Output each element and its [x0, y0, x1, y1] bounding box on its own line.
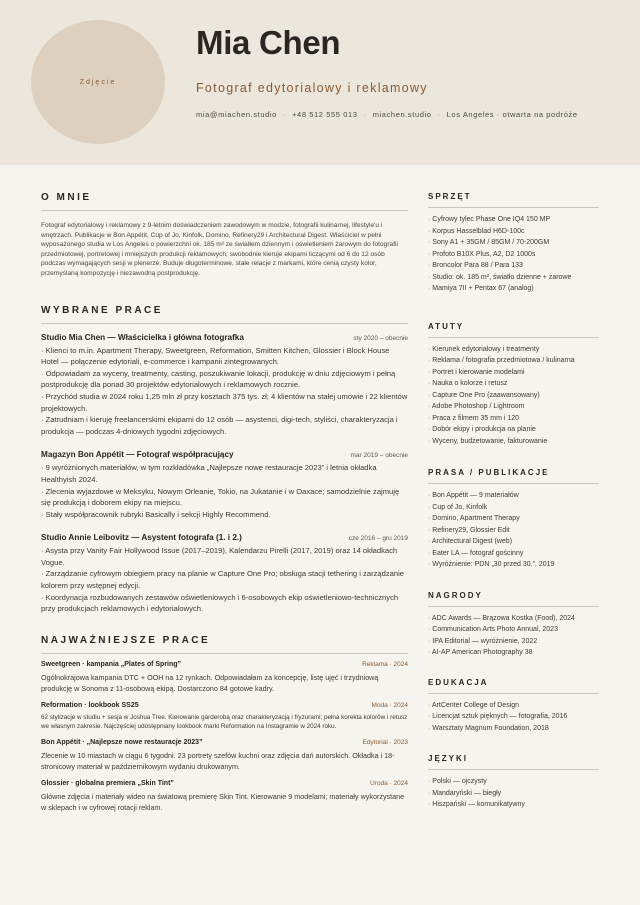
project-description: Ogólnokrajowa kampania DTC + OOH na 12 rynkach. Odpowiadałam za koncepcję, listę ujęć i trzydniową produkcję w Sonoma z 11-osobową ekipą. Dostarczono 84 gotowe kadry. — [41, 672, 379, 693]
list-item: · Hiszpański — komunikatywny — [428, 799, 599, 811]
list-item: · Warsztaty Magnum Foundation, 2018 — [428, 723, 599, 735]
list-item: · ADC Awards — Brązowa Kostka (Food), 2024 — [428, 613, 599, 625]
awards-section — [428, 591, 599, 659]
project-title: Bon Appétit · „Najlepsze nowe restauracje 2023” — [41, 739, 203, 747]
assets-section — [428, 322, 599, 448]
project-description: Główne zdjęcia i materiały wideo na światową premierę Skin Tint. Kierowanie 9 modelami; materiały wykorzystane w sklepach i w cyfrowej rotacji reklam. — [41, 792, 405, 813]
job-bullet-text: 9 wyróżnionych materiałów, w tym rozkładówka „Najlepsze nowe restauracje 2023” i letnia okładka Healthyish 2024. — [41, 463, 377, 484]
bullet-dot: · — [41, 415, 46, 425]
job-entry — [41, 333, 408, 438]
job-date: mar 2019 – obecnie — [350, 452, 408, 460]
bullet-dot: · — [41, 569, 46, 579]
job-bullet-text: Zlecenia wyjazdowe w Meksyku, Nowym Orleanie, Tokio, na Jukatanie i w Oaxace; samodzielnie zajmuję się produkcją i doborem ekipy na miejscu. — [41, 486, 400, 508]
job-entry — [41, 533, 408, 615]
education-section — [428, 678, 599, 735]
job-bullet-text: Asysta przy Vanity Fair Hollywood Issue (2017–2019), Kalendarzu Pirelli (2017, 2019) oraz 14 okładkach Vogue. — [41, 546, 398, 567]
job-title: Studio Annie Leibovitz — Asystent fotografa (1. i 2.) — [41, 533, 242, 543]
list-item: · Bon Appétit — 9 materiałów — [428, 490, 599, 502]
press-heading: PRASA / PUBLIKACJE — [428, 468, 599, 484]
list-item: · Nauka o kolorze i retusz — [428, 378, 599, 390]
photo-label: Zdjęcie — [79, 78, 117, 86]
languages-list — [428, 776, 599, 811]
assets-list — [428, 344, 599, 448]
bullet-dot: · — [41, 509, 46, 519]
job-bullet — [41, 592, 408, 615]
project-tag: Reklama · 2024 — [362, 660, 408, 668]
person-name: Mia Chen — [196, 24, 341, 61]
job-bullet-text: Klienci to m.in. Apartment Therapy, Sweetgreen, Reformation, Smitten Kitchen, Glossier i Block House Hotel — połączenie edytoriali, e-commerce i kampanii zintegrowanych. — [41, 345, 390, 367]
job-bullet-text: Koordynacja rozbudowanych zestawów oświetleniowych i 6-osobowych ekip oświetleniowo-technicznych przy produkcjach reklamowych i edytorialowych. — [41, 592, 399, 614]
job-bullet — [41, 545, 408, 568]
list-item: · Praca z filmem 35 mm i 120 — [428, 413, 599, 425]
contact-website[interactable]: miachen.studio — [372, 110, 432, 119]
project-entry — [41, 661, 408, 694]
project-entry — [41, 702, 408, 732]
list-item: · IPA Editorial — wyróżnienie, 2022 — [428, 636, 599, 648]
project-description: 62 stylizacje w studiu + sesja w Joshua Tree. Kierowanie garderobą oraz charakteryzacją i fryzurami; pełna korekta kolorów i retusz we własnym zakresie. Najczęściej udostępniany lookbook marki Reformation na Instagramie w 2024 roku. — [41, 713, 408, 731]
list-item: · Profoto B10X Plus, A2, D2 1000s — [428, 249, 599, 261]
bullet-dot: · — [41, 345, 46, 355]
list-item: · Polski — ojczysty — [428, 776, 599, 788]
project-title: Sweetgreen · kampania „Plates of Spring” — [41, 660, 182, 668]
project-entry — [41, 780, 408, 813]
project-title: Reformation · lookbook SS25 — [41, 701, 139, 709]
project-tag: Moda · 2024 — [371, 701, 408, 709]
job-bullet-text: Przychód studia w 2024 roku 1,25 mln zł przy kosztach 375 tys. zł; 4 klientów na stałej umowie i 22 klientów projektowych. — [41, 391, 408, 413]
job-header — [41, 533, 408, 542]
about-section — [41, 192, 408, 279]
about-text: Fotograf edytorialowy i reklamowy z 9-letnim doświadczeniem zawodowym w modzie, fotografii kulinarnej, lifestyle'u i wnętrzach. Publikacje w Bon Appétit, Cup of Jo, Kinfolk, Domino, Refinery29 i Architectural Digest. Właściciel w pełni wyposażonego studia w Los Angeles o powierzchni ok. 185 m² ze światłem dziennym i oświetleniem żarowym do fotografii przedmiotowej, portretowej i mniejszych produkcji reklamowych; swobodnie kieruje ekipami liczącymi od 6 do 12 osób podczas wymagających sesji w plenerze. Buduje długoterminowe, stałe relacje z markami, które cenią czysty kolor, przemyślaną kompozycję i niezawodną postprodukcję. — [41, 222, 398, 277]
contact-separator: · — [282, 110, 287, 119]
list-item: · Refinery29, Glossier Edit — [428, 525, 599, 537]
list-item: · Adobe Photoshop / Lightroom — [428, 401, 599, 413]
languages-section — [428, 754, 599, 811]
job-title: Magazyn Bon Appétit — Fotograf współpracujący — [41, 450, 234, 460]
header-band — [0, 0, 640, 165]
contact-location: Los Angeles · otwarta na podróże — [446, 110, 578, 119]
job-bullets — [41, 345, 408, 438]
list-item: · Studio: ok. 185 m², światło dzienne + żarowe — [428, 272, 599, 284]
job-bullet — [41, 486, 408, 509]
list-item: · Mandaryński — biegły — [428, 788, 599, 800]
bullet-dot: · — [41, 391, 46, 401]
list-item: · AI-AP American Photography 38 — [428, 647, 599, 659]
project-title: Glossier · globalna premiera „Skin Tint” — [41, 780, 174, 788]
sidebar-column — [428, 192, 599, 811]
job-header — [41, 333, 408, 342]
list-item: · Wyceny, budżetowanie, fakturowanie — [428, 436, 599, 448]
list-item: · Domino, Apartment Therapy — [428, 513, 599, 525]
job-title: Studio Mia Chen — Właścicielka i główna fotografka — [41, 332, 244, 342]
project-entry — [41, 739, 408, 772]
project-tag: Edytorial · 2023 — [362, 739, 408, 747]
main-column — [41, 192, 408, 813]
list-item: · Capture One Pro (zaawansowany) — [428, 390, 599, 402]
project-header — [41, 702, 408, 709]
list-item: · Kierunek edytorialowy i treatmenty — [428, 344, 599, 356]
projects-heading: NAJWAŻNIEJSZE PRACE — [41, 635, 408, 654]
list-item: · Reklama / fotografia przedmiotowa / kulinarna — [428, 355, 599, 367]
job-header — [41, 450, 408, 459]
about-heading: O MNIE — [41, 192, 408, 211]
list-item: · Eater LA — fotograf gościnny — [428, 548, 599, 560]
experience-section — [41, 305, 408, 615]
list-item: · Mamiya 7II + Pentax 67 (analog) — [428, 283, 599, 295]
bullet-dot: · — [41, 463, 46, 473]
job-list — [41, 333, 408, 615]
equipment-list — [428, 214, 599, 295]
press-list — [428, 490, 599, 571]
person-role: Fotograf edytorialowy i reklamowy — [196, 81, 428, 95]
list-item: · Korpus Hasselblad H6D-100c — [428, 226, 599, 238]
project-description: Zlecenie w 10 miastach w ciągu 6 tygodni. 23 portrety szefów kuchni oraz zdjęcia dań autorskich. Okładka i 18-stronicowy materiał w październikowym wydaniu drukowanym. — [41, 751, 395, 772]
photo-placeholder — [31, 20, 165, 144]
project-header — [41, 780, 408, 787]
job-bullet-text: Odpowiadam za wyceny, treatmenty, casting, poszukiwanie lokacji, produkcję w dniu zdjęciowym i pełną postprodukcję dla ponad 30 projektów edytorialowych i reklamowych rocznie. — [41, 368, 396, 390]
list-item: · ArtCenter College of Design — [428, 700, 599, 712]
job-bullet-text: Zatrudniam i kieruję freelancerskimi ekipami do 12 osób — asystenci, digi-tech, styliści, charakteryzacja i produkcja — podczas 4-dniowych tygodni zdjęciowych. — [41, 415, 398, 436]
project-header — [41, 661, 408, 668]
equipment-section — [428, 192, 599, 295]
job-date: cze 2016 – gru 2019 — [348, 535, 408, 543]
job-bullet-text: Stały współpracownik rubryki Basically i sekcji Highly Recommend. — [45, 509, 271, 519]
job-bullets — [41, 462, 408, 520]
job-bullet-text: Zarządzanie cyfrowym obiegiem pracy na planie w Capture One Pro; obsługa stacji tethering i zarządzanie kolorem przy wstępnej edycji. — [41, 569, 404, 591]
job-bullet — [41, 568, 408, 591]
list-item: · Architectural Digest (web) — [428, 536, 599, 548]
list-item: · Dobór ekipy i produkcja na planie — [428, 424, 599, 436]
list-item: · Sony A1 + 35GM / 85GM / 70-200GM — [428, 237, 599, 249]
job-entry — [41, 450, 408, 520]
list-item: · Communication Arts Photo Annual, 2023 — [428, 624, 599, 636]
list-item: · Cup of Jo, Kinfolk — [428, 502, 599, 514]
contact-separator: · — [363, 110, 367, 119]
contact-line — [196, 110, 578, 119]
projects-section — [41, 635, 408, 814]
project-list — [41, 661, 408, 814]
job-bullet — [41, 462, 408, 485]
experience-heading: WYBRANE PRACE — [41, 305, 408, 324]
awards-list — [428, 613, 599, 659]
project-header — [41, 739, 408, 746]
list-item: · Portret i kierowanie modelami — [428, 367, 599, 379]
awards-heading: NAGRODY — [428, 591, 599, 607]
job-bullet — [41, 414, 408, 437]
list-item: · Cyfrowy tylec Phase One IQ4 150 MP — [428, 214, 599, 226]
contact-phone[interactable]: +48 512 555 013 — [292, 110, 358, 119]
job-bullet — [41, 345, 408, 368]
job-bullets — [41, 545, 408, 615]
project-tag: Uroda · 2024 — [370, 780, 408, 788]
contact-email[interactable]: mia@miachen.studio — [196, 110, 277, 119]
press-section — [428, 468, 599, 571]
equipment-heading: SPRZĘT — [428, 192, 599, 208]
job-bullet — [41, 391, 408, 414]
job-date: sty 2020 – obecnie — [353, 334, 408, 342]
list-item: · Wyróżnienie: PDN „30 przed 30.”, 2019 — [428, 559, 599, 571]
bullet-dot: · — [41, 486, 46, 496]
languages-heading: JĘZYKI — [428, 754, 599, 770]
education-list — [428, 700, 599, 735]
job-bullet — [41, 368, 408, 391]
education-heading: EDUKACJA — [428, 678, 599, 694]
assets-heading: ATUTY — [428, 322, 599, 338]
bullet-dot: · — [41, 592, 46, 602]
list-item: · Broncolor Para 88 / Para 133 — [428, 260, 599, 272]
bullet-dot: · — [41, 546, 46, 556]
contact-separator: · — [437, 110, 441, 119]
job-bullet — [41, 509, 408, 521]
list-item: · Licencjat sztuk pięknych — fotografia, 2016 — [428, 711, 599, 723]
bullet-dot: · — [41, 368, 46, 378]
